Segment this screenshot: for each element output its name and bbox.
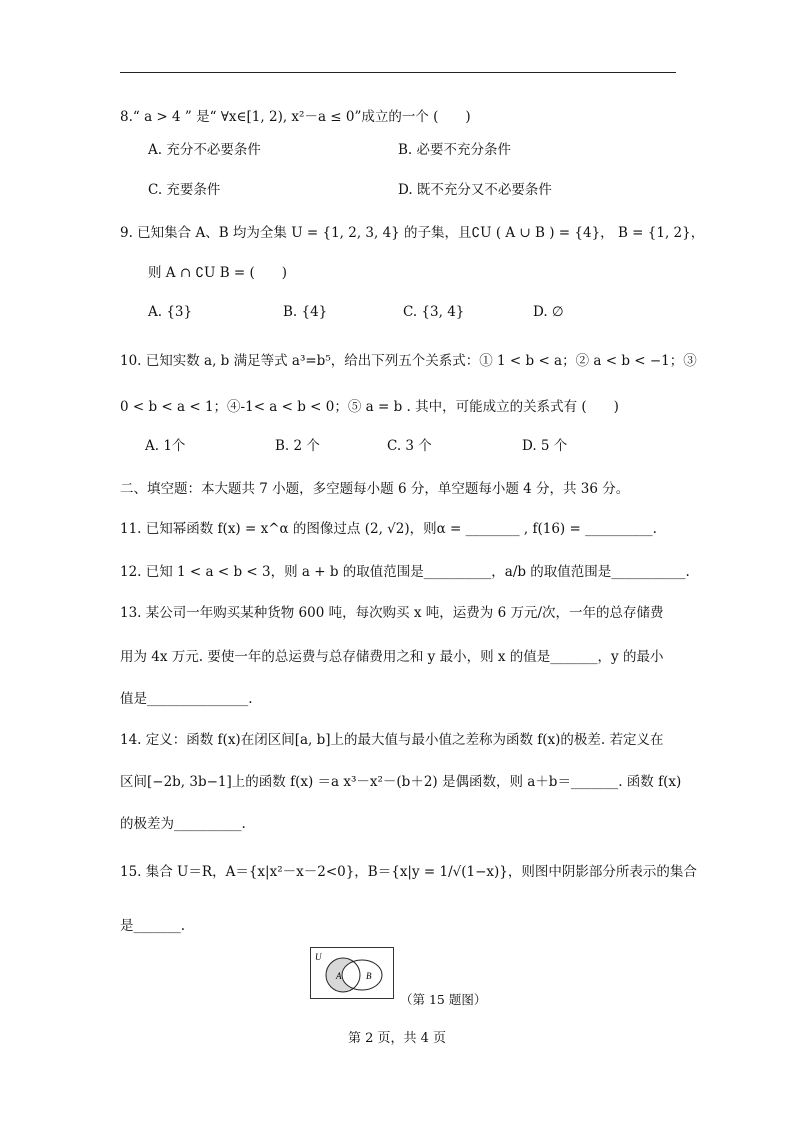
q8-option-b: B. 必要不充分条件 <box>398 142 512 158</box>
venn-diagram <box>310 947 394 999</box>
q15-line-2: 是_______. <box>120 918 186 934</box>
q9-stem: 9. 已知集合 A、B 均为全集 U = {1, 2, 3, 4} 的子集，且∁U ( A ∪ B ) = {4}， B = {1, 2}， <box>120 225 705 241</box>
q13-line-2: 用为 4x 万元. 要使一年的总运费与总存储费用之和 y 最小，则 x 的值是_______，y 的最小 <box>120 649 664 665</box>
figure-caption: （第 15 题图） <box>400 992 487 1007</box>
q14-line-3: 的极差为__________. <box>120 816 246 832</box>
q12: 12. 已知 1 < a < b < 3，则 a + b 的取值范围是__________，a/b 的取值范围是___________. <box>120 564 690 580</box>
q13-line-1: 13. 某公司一年购买某种货物 600 吨，每次购买 x 吨，运费为 6 万元/次，一年的总存储费 <box>120 605 664 621</box>
q10-stem: 10. 已知实数 a, b 满足等式 a³=b⁵，给出下列五个关系式：① 1 < b < a；② a < b < −1；③ <box>120 353 697 369</box>
q8-option-a: A. 充分不必要条件 <box>148 142 261 158</box>
page-footer: 第 2 页，共 4 页 <box>347 1031 447 1046</box>
header-rule <box>120 72 676 73</box>
q13-line-3: 值是_______________. <box>120 691 253 707</box>
venn-svg <box>311 948 393 998</box>
q10-option-b: B. 2 个 <box>275 438 320 454</box>
q14-line-2: 区间[−2b, 3b−1]上的函数 f(x) ＝a x³－x²－(b＋2) 是偶函数，则 a＋b＝_______. 函数 f(x) <box>120 774 682 790</box>
q10-option-a: A. 1个 <box>145 438 186 454</box>
q9-option-a: A. {3} <box>148 304 193 320</box>
q15-line-1: 15. 集合 U＝R，A＝{x|x²－x－2<0}，B＝{x|y = 1/√(1−x)}，则图中阴影部分所表示的集合 <box>120 864 697 880</box>
q10-option-c: C. 3 个 <box>387 438 432 454</box>
q9-option-c: C. {3, 4} <box>403 304 465 320</box>
venn-label-a: A <box>336 971 342 981</box>
q8-stem: 8.“ a > 4 ” 是“ ∀x∈[1, 2), x²－a ≤ 0”成立的一个 ( ) <box>120 109 471 125</box>
q8-option-c: C. 充要条件 <box>148 182 221 198</box>
q10-stem-2: 0 < b < a < 1；④-1< a < b < 0；⑤ a = b . 其中，可能成立的关系式有 ( ) <box>120 399 619 415</box>
venn-label-u: U <box>315 952 322 962</box>
q14-line-1: 14. 定义：函数 f(x)在闭区间[a, b]上的最大值与最小值之差称为函数 f(x)的极差. 若定义在 <box>120 732 664 748</box>
q9-stem-2: 则 A ∩ ∁U B = ( ) <box>148 265 288 281</box>
q10-option-d: D. 5 个 <box>522 438 568 454</box>
q11: 11. 已知幂函数 f(x) = x^α 的图像过点 (2, √2)，则α = ________ , f(16) = __________. <box>120 521 657 537</box>
venn-label-b: B <box>366 971 372 981</box>
q8-option-d: D. 既不充分又不必要条件 <box>398 182 552 198</box>
q9-option-d: D. ∅ <box>533 304 564 320</box>
q9-option-b: B. {4} <box>283 304 328 320</box>
section-heading: 二、填空题：本大题共 7 小题，多空题每小题 6 分，单空题每小题 4 分，共 36 分。 <box>120 481 630 497</box>
